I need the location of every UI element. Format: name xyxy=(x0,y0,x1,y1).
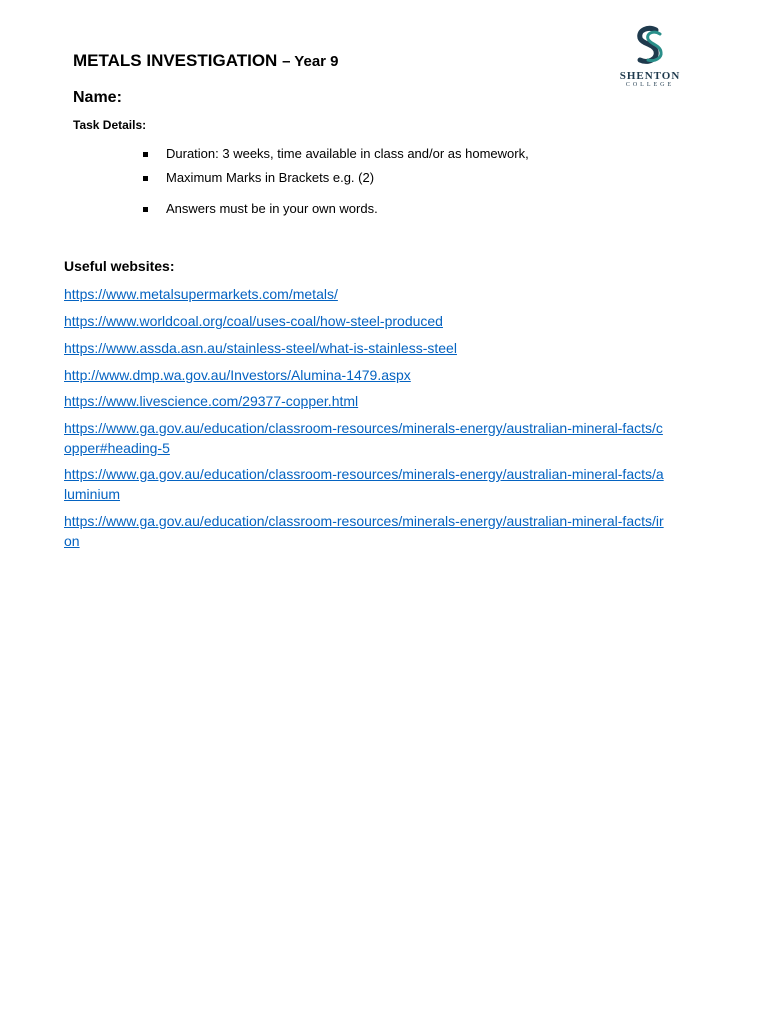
list-item-text: Answers must be in your own words. xyxy=(166,201,378,216)
link-dmp[interactable]: http://www.dmp.wa.gov.au/Investors/Alumina-1479.aspx xyxy=(64,367,411,383)
useful-websites-label: Useful websites: xyxy=(64,258,175,274)
logo-name: SHENTON xyxy=(619,70,681,82)
name-label: Name: xyxy=(73,89,122,106)
bullet-icon xyxy=(143,207,148,212)
title-year: – Year 9 xyxy=(282,53,339,70)
link-metalsupermarkets[interactable]: https://www.metalsupermarkets.com/metals/ xyxy=(64,286,338,302)
shenton-college-logo xyxy=(612,24,688,94)
link-ga-aluminium[interactable]: https://www.ga.gov.au/education/classroom-resources/minerals-energy/australian-mineral-facts/aluminium xyxy=(64,466,664,502)
title-main: METALS INVESTIGATION xyxy=(73,51,278,70)
page-title xyxy=(73,51,339,71)
link-ga-copper[interactable]: https://www.ga.gov.au/education/classroom-resources/minerals-energy/australian-mineral-facts/copper#heading-5 xyxy=(64,420,663,456)
task-details-label: Task Details: xyxy=(73,118,147,132)
list-item-text: Duration: 3 weeks, time available in class and/or as homework, xyxy=(166,146,529,161)
link-assda[interactable]: https://www.assda.asn.au/stainless-steel/what-is-stainless-steel xyxy=(64,340,457,356)
link-ga-iron[interactable]: https://www.ga.gov.au/education/classroom-resources/minerals-energy/australian-mineral-facts/iron xyxy=(64,513,664,549)
link-worldcoal[interactable]: https://www.worldcoal.org/coal/uses-coal/how-steel-produced xyxy=(64,313,443,329)
logo-subtitle: COLLEGE xyxy=(625,82,675,88)
bullet-icon xyxy=(143,152,148,157)
list-item-text: Maximum Marks in Brackets e.g. (2) xyxy=(166,170,375,185)
link-livescience[interactable]: https://www.livescience.com/29377-copper.html xyxy=(64,393,359,409)
shenton-s-logo-icon xyxy=(612,24,688,68)
bullet-icon xyxy=(143,176,148,181)
